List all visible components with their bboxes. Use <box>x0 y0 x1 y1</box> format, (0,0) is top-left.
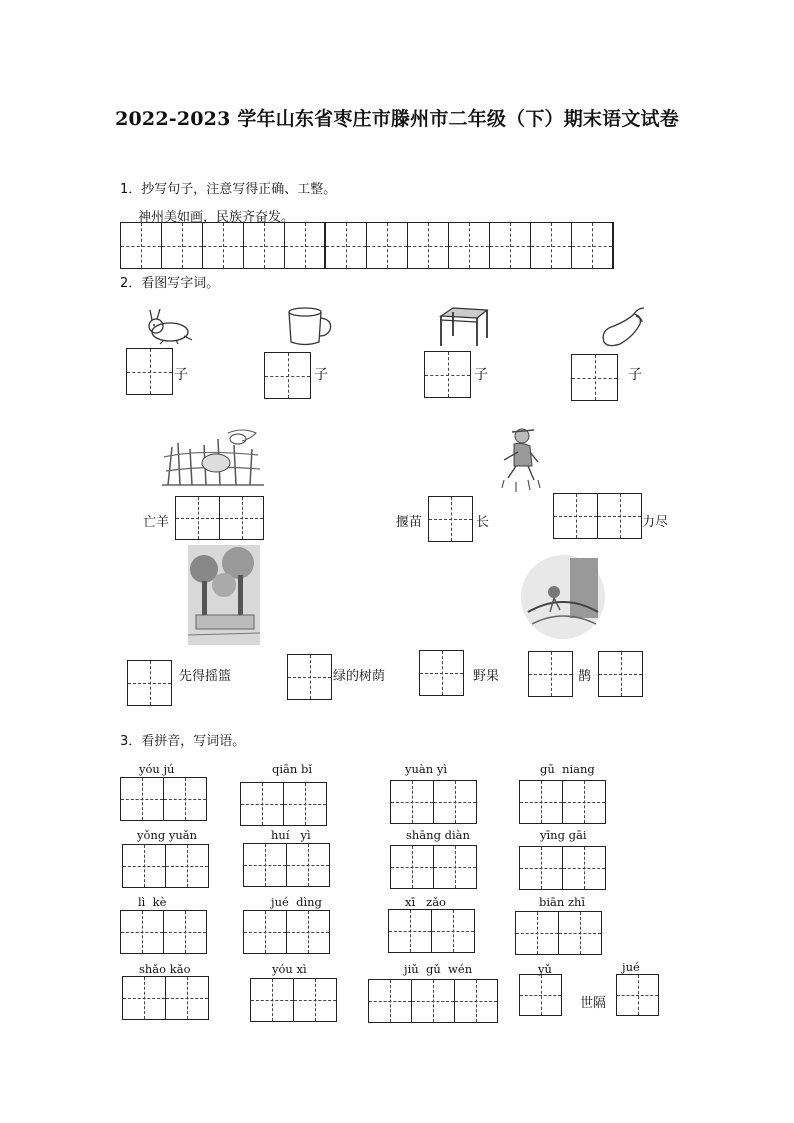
pinyin-shaokao: shǎo kǎo <box>139 962 191 976</box>
pinyin-huiyi: huí yì <box>271 828 311 842</box>
idiom-prefix-wangyang: 亡羊 <box>143 515 170 530</box>
word-boxes-shangdian[interactable] <box>390 845 477 889</box>
word-boxes-qianbi[interactable] <box>240 782 327 826</box>
text-shige: 世隔 <box>580 996 607 1011</box>
idiom-boxes-lijin[interactable] <box>553 493 642 539</box>
question-1-label: 1．抄写句子，注意写得正确、工整。 <box>120 182 337 197</box>
word-boxes-guniang[interactable] <box>519 780 606 824</box>
word-boxes-xizao[interactable] <box>388 909 475 953</box>
char-box-table[interactable] <box>424 351 471 398</box>
pulling-sprouts-picture <box>494 422 546 496</box>
char-box-que-after[interactable] <box>598 651 643 697</box>
pinyin-yuanyi: yuàn yì <box>405 762 447 776</box>
pinyin-like: lì kè <box>138 895 167 909</box>
suffix-zi-2: 子 <box>314 367 328 383</box>
question-2-label: 2．看图写字词。 <box>120 276 220 291</box>
pinyin-jueding: jué dìng <box>271 895 322 909</box>
word-boxes-yuanyi[interactable] <box>390 780 477 824</box>
char-box-rabbit[interactable] <box>126 348 173 395</box>
word-boxes-youxi[interactable] <box>250 978 337 1022</box>
char-box-jue[interactable] <box>616 974 659 1016</box>
cup-picture <box>285 306 337 348</box>
pinyin-yongyuan: yǒng yuǎn <box>137 828 198 842</box>
forest-picture <box>188 545 260 645</box>
word-boxes-shaokao[interactable] <box>122 976 209 1020</box>
pinyin-qianbi: qiān bǐ <box>272 762 312 776</box>
suffix-zi-1: 子 <box>174 367 188 383</box>
idiom-prefix-yamiao: 揠苗 <box>396 515 423 530</box>
question-3-label: 3．看拼音，写词语。 <box>120 734 246 749</box>
pinyin-shangdian: shāng diàn <box>406 828 470 842</box>
pinyin-bianzhi: biān zhī <box>539 895 586 909</box>
sentence-writing-grid[interactable] <box>120 222 614 269</box>
model-sentence: 神州美如画，民族齐奋发。 <box>138 210 295 225</box>
text-xiandeyaolan: 先得摇篮 <box>179 669 232 684</box>
char-box-cup[interactable] <box>264 352 311 399</box>
pinyin-yu: yǔ <box>538 962 552 976</box>
suffix-zi-3: 子 <box>474 367 488 383</box>
char-box-eggplant[interactable] <box>571 354 618 401</box>
word-boxes-huiyi[interactable] <box>243 843 330 887</box>
suffix-zi-4: 子 <box>628 367 642 383</box>
pinyin-yinggai: yīng gāi <box>540 828 587 842</box>
char-box-xian[interactable] <box>127 660 172 706</box>
word-boxes-bianzhi[interactable] <box>515 911 602 955</box>
magpie-bridge-picture <box>518 552 608 642</box>
word-boxes-like[interactable] <box>120 910 207 954</box>
char-box-yeguo[interactable] <box>419 650 464 696</box>
word-boxes-jueding[interactable] <box>243 910 330 954</box>
text-que: 鹊 <box>578 669 592 684</box>
page-title: 2022-2023 学年山东省枣庄市滕州市二年级（下）期末语文试卷 <box>115 108 679 130</box>
text-lvdeshuyin: 绿的树荫 <box>333 669 386 684</box>
eggplant-picture <box>598 306 648 348</box>
idiom-boxes-wangyang[interactable] <box>175 496 264 540</box>
table-picture <box>435 306 491 348</box>
word-boxes-jiuguwen[interactable] <box>368 979 498 1023</box>
pinyin-guniang: gū niang <box>540 762 595 776</box>
pinyin-youju: yóu jú <box>139 762 175 776</box>
word-boxes-youju[interactable] <box>120 777 207 821</box>
char-box-lv[interactable] <box>287 654 332 700</box>
pinyin-xizao: xī zǎo <box>405 895 446 909</box>
sheep-pen-picture <box>158 425 268 493</box>
idiom-box-yamiao[interactable] <box>428 496 473 542</box>
idiom-suffix-lijin: 力尽 <box>642 515 669 530</box>
rabbit-picture <box>140 308 200 346</box>
pinyin-youxi: yóu xì <box>272 962 307 976</box>
word-boxes-yongyuan[interactable] <box>122 844 209 888</box>
text-yeguo: 野果 <box>473 669 500 684</box>
pinyin-jiuguwen: jiǔ gǔ wén <box>404 962 473 976</box>
word-boxes-yinggai[interactable] <box>519 846 606 890</box>
char-box-que-before[interactable] <box>528 651 573 697</box>
pinyin-jue: jué <box>622 960 640 974</box>
char-box-yu[interactable] <box>519 974 562 1016</box>
idiom-middle-zhang: 长 <box>476 515 490 530</box>
